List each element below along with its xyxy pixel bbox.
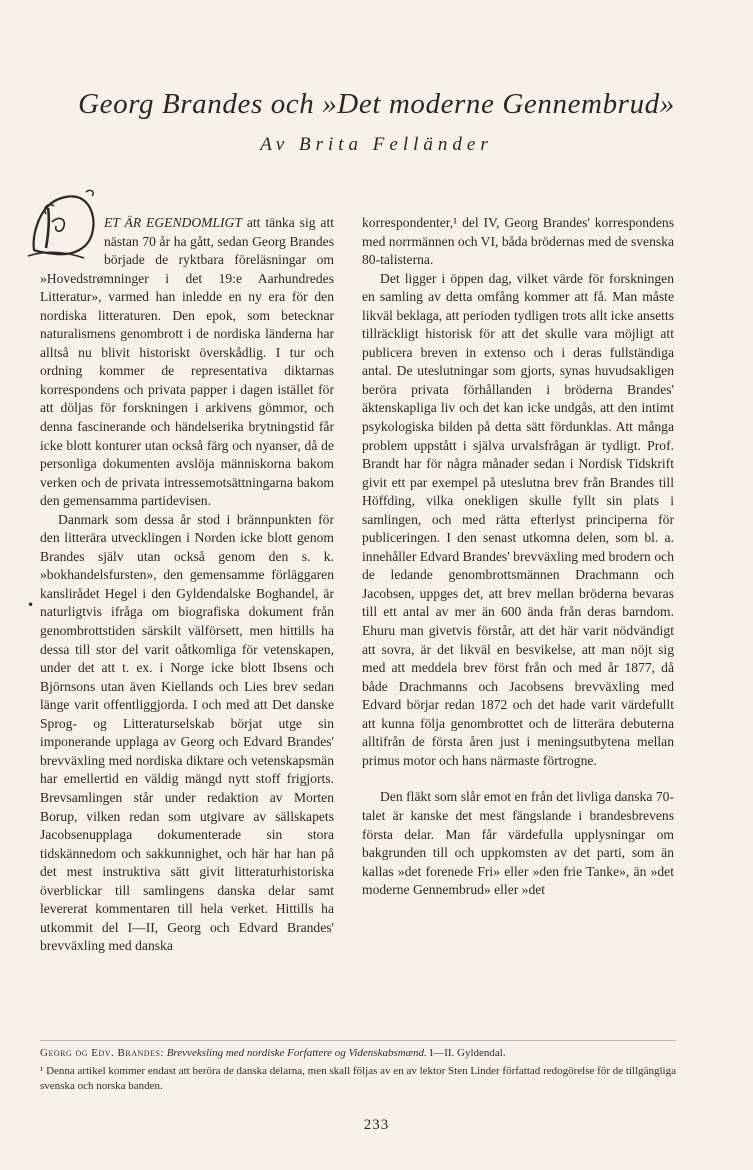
paragraph-1 <box>40 214 334 511</box>
footnote-divider <box>40 1040 676 1041</box>
footnote-1: ¹ Denna artikel kommer endast att beröra de danska delarna, men skall följas av en av lektor Sten Linder författad redogörelse för de tillgängliga svenska och norska banden. <box>40 1065 676 1092</box>
source-footnote <box>40 1046 676 1061</box>
margin-mark: • <box>27 598 35 612</box>
opening-words: ET ÄR EGENDOMLIGT <box>104 215 242 230</box>
paragraph-4: Det ligger i öppen dag, vilket värde för forskningen en samling av detta omfång kommer att få. Man måste likväl beklaga, att perioden tydligen trots allt icke ansetts tillräckligt historisk för att det skulle vara möjligt att publicera breven in extenso och i deras fullständiga antal. De uteslutningar som gjorts, synas huvudsakligen beröra privata förhållanden i bröderna Brandes' äktenskapliga liv och det kan icke undgås, att den intimt psykologiska bilden på detta sätt fördunklas. Att många problem uppstått i själva urvalsfrågan är tydligt. Prof. Brandt har för några månader sedan i Nordisk Tidskrift givit ett par exempel på uteslutna brev från Brandes till Höffding, vilka onekligen skulle fyllt sin plats i samlingen, och med rätta efterlyst principerna för publiceringen. I den senast utkomna delen, som bl. a. innehåller Edvard Brandes' brevväxling med brodern och de ledande genombrottsmännen Drachmann och Jacobsen, uppges det, att brev mellan bröderna bevaras till ett antal av mer än 600 ända från deras barndom. Ehuru man givetvis förstår, att det här varit nödvändigt att sovra, är det likväl en besvikelse, att man nöjt sig med att meddela brev först från och med år 1877, då både Drachmanns och Jacobsens brevväxling med Edvard börjar redan 1872 och det hade varit värdefullt att kunna följa genombrottet och de litterära debuterna alltifrån de första åren just i meningsutbytena mellan primus motor och hans närmaste förtrogne. <box>362 270 674 768</box>
paragraph-2: Danmark som dessa år stod i brännpunkten för den litterära utvecklingen i Norden icke blott genom Brandes själv utan också genom den s. k. »bokhandelsfursten», den gemensamme förläggaren kanslirådet Hegel i den Gyldendalske Boghandel, är naturligtvis ifråga om biografiska dokument från genombrottstiden särskilt välförsett, men hittills ha dessa till stor del varit oåtkomliga för vetenskapen, under det att t. ex. i Norge icke blott Ibsens och Björnsons utan även Kiellands och Lies brev sedan länge varit offentliggjorda. I och med att Det danske Sprog- og Litteraturselskab börjat utge sin imponerande upplaga av Georg och Edvard Brandes' brevväxling med nordiska diktare och vetenskapsmän har emellertid en väldig mängd nytt stoff frigjorts. Brevsamlingen står under redaktion av Morten Borup, vilken redan som utgivare av sällskapets Jacobsenupplaga dokumenterade sin stora tidskännedom och sakkunnighet, och här har han på det mest instruktiva sätt givit litteraturhistoriska överblickar till samlingens danska delar samt levererat kommentaren till hela verket. Hittills ha utkommit del I—II, Georg och Edvard Brandes' brevväxling med danska <box>40 511 334 954</box>
source-tail: I—II. Gyldendal. <box>429 1047 506 1059</box>
paragraph-1-text: att tänka sig att nästan 70 år ha gått, sedan Georg Brandes började de ryktbara föreläsningar om »Hovedstrømninger i det 19:e Aarhundredes Litteratur», varmed han inledde en ny era för den nordiska litteraturen. Den epok, som betecknar naturalismens genombrott i de nordiska länderna har alltså nu blivit historiskt överskådlig. I tur och ordning kommer de representativa diktarnas korrespondens och privata papper i dagen istället för att döljas för forskningen i arkivens gömmor, och denna fascinerande och händelserika brytningstid får icke blott konturer utan också färg och nyanser, då de personliga dokumenten avslöja människorna bakom verken och de privata intressemotsättningarna bakom den gemensamma partidevisen. <box>40 215 335 509</box>
source-authors: Georg og Edv. Brandes: <box>40 1047 164 1059</box>
source-title: Brevveksling med nordiske Forfattere og Videnskabsmænd. <box>166 1047 427 1059</box>
ornate-initial-D-icon <box>26 186 98 262</box>
paragraph-5: Den fläkt som slår emot en från det livliga danska 70-talet är kanske det mest fängslande i brandesbrevens första delar. Man får värdefulla upplysningar om bakgrunden till och uppkomsten av det parti, som än kallas »det forenede Fri» eller »den frie Tanke», än »det moderne Gennembrud» eller »det <box>362 789 674 898</box>
article-title: Georg Brandes och »Det moderne Gennembrud» <box>78 88 675 120</box>
article-byline: Av Brita Felländer <box>260 134 493 155</box>
right-column <box>362 214 674 900</box>
paragraph-3: korrespondenter,¹ del IV, Georg Brandes' korrespondens med norrmännen och VI, båda brödernas med de svenska 80-talisterna. <box>362 215 674 268</box>
left-column <box>40 214 334 956</box>
page-number: 233 <box>363 1117 390 1133</box>
